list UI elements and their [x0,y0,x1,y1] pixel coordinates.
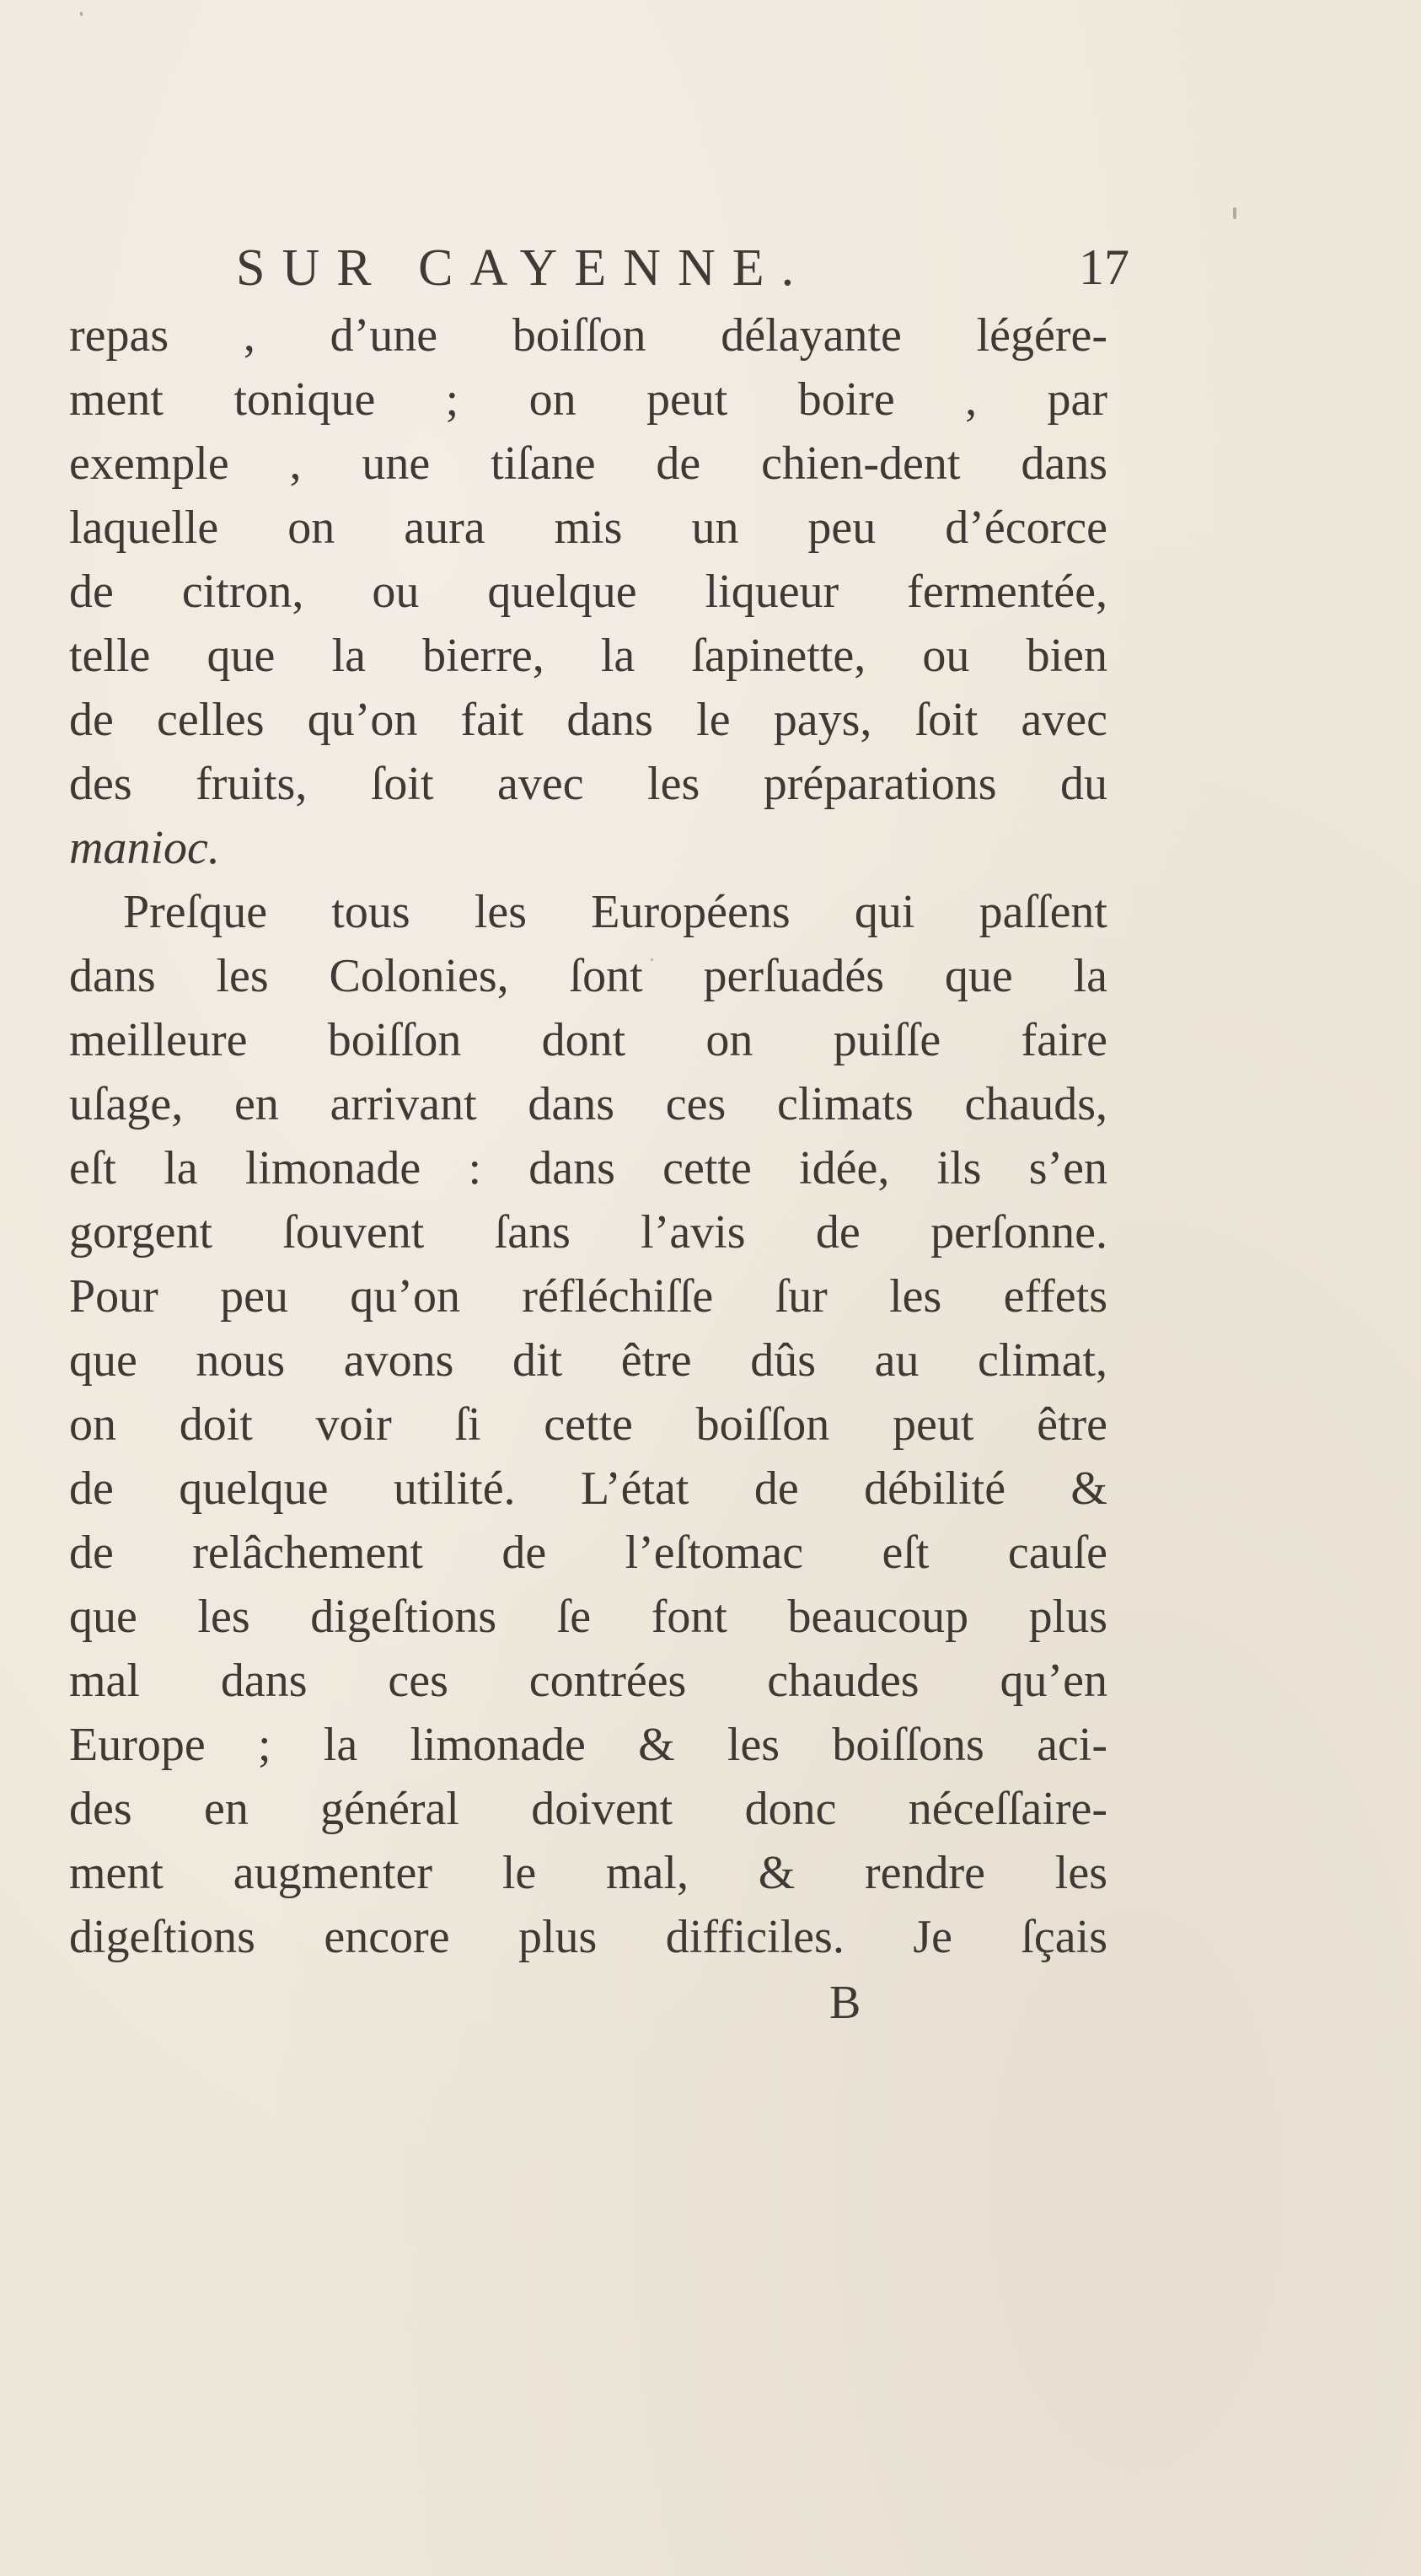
text-line: de citron, ou quelque liqueur fermentée, [69,566,1107,618]
text-line: uſage, en arrivant dans ces climats chauds, [69,1078,1107,1130]
text-line: Preſque tous les Européens qui paſſent [123,886,1107,938]
text-line: Europe ; la limonade & les boiſſons aci- [69,1719,1107,1771]
running-head-title: SUR CAYENNE. [236,239,812,297]
page-number: 17 [1079,239,1129,295]
text-line: mal dans ces contrées chaudes qu’en [69,1655,1107,1707]
running-head [236,239,1129,306]
signature-mark: B [829,1977,861,2029]
paper-speck [80,12,83,16]
text-line: que nous avons dit être dûs au climat, [69,1334,1107,1387]
text-line: Pour peu qu’on réfléchiſſe ſur les effets [69,1270,1107,1323]
text-line: dans les Colonies, ſont perſuadés que la [69,950,1107,1002]
text-line: ment augmenter le mal, & rendre les [69,1847,1107,1899]
text-line: de celles qu’on fait dans le pays, ſoit avec [69,694,1107,746]
text-line: meilleure boiſſon dont on puiſſe faire [69,1014,1107,1066]
text-line: de quelque utilité. L’état de débilité & [69,1462,1107,1515]
text-line: repas , d’une boiſſon délayante légére- [69,309,1107,362]
text-line: laquelle on aura mis un peu d’écorce [69,502,1107,554]
paragraph [69,880,1107,1969]
text-line: gorgent ſouvent ſans l’avis de perſonne. [69,1206,1107,1258]
text-line: eſt la limonade : dans cette idée, ils s’en [69,1142,1107,1194]
text-line: manioc. [69,822,220,874]
text-line: digeſtions encore plus difficiles. Je ſçais [69,1911,1107,1963]
text-line: de relâchement de l’eſtomac eſt cauſe [69,1527,1107,1579]
text-line: des fruits, ſoit avec les préparations du [69,758,1107,810]
text-line: on doit voir ſi cette boiſſon peut être [69,1398,1107,1451]
paragraph [69,303,1107,880]
body-text [69,303,1107,1969]
text-line: exemple , une tiſane de chien-dent dans [69,437,1107,490]
text-line: ment tonique ; on peut boire , par [69,373,1107,426]
paper-speck [1233,207,1236,219]
text-line: telle que la bierre, la ſapinette, ou bien [69,630,1107,682]
text-line: que les digeſtions ſe font beaucoup plus [69,1591,1107,1643]
text-line: des en général doivent donc néceſſaire- [69,1783,1107,1835]
